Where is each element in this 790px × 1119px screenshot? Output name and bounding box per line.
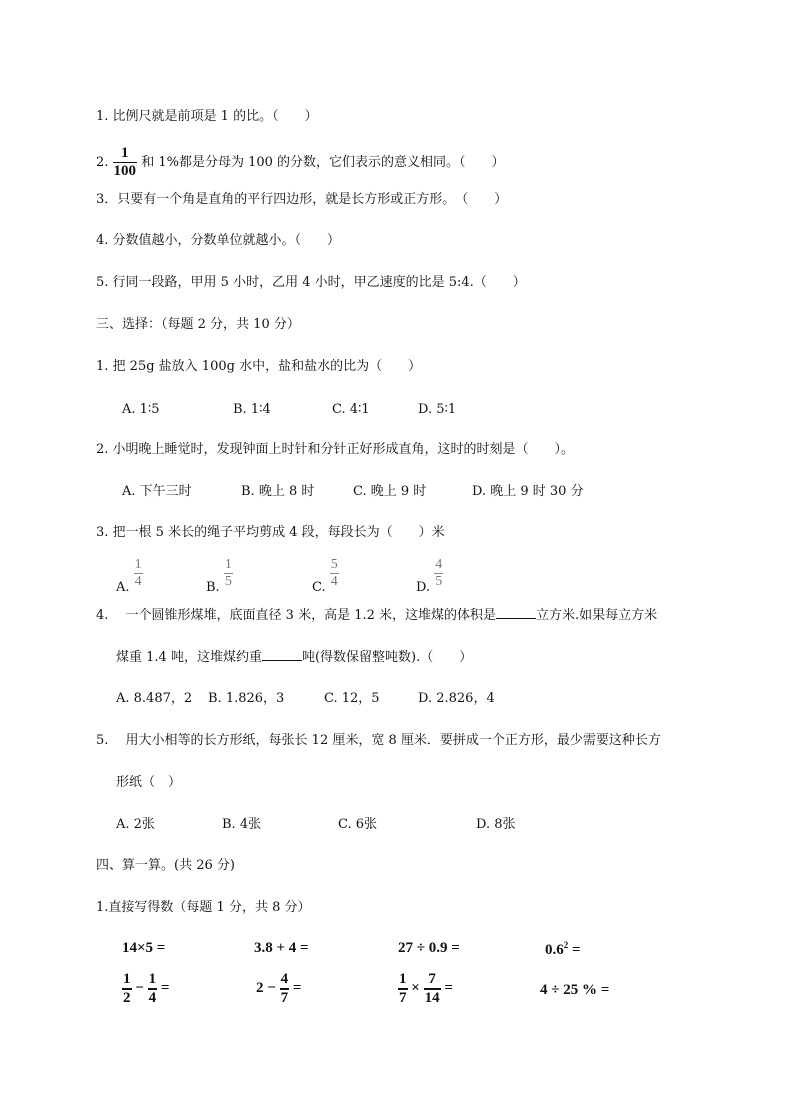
minus-operator: − (135, 980, 144, 997)
choice-q3: 3. 把一根 5 米长的绳子平均剪成 4 段，每段长为（ ）米 (96, 525, 445, 540)
calc-4 (545, 940, 581, 959)
choice-q4-line-2 (116, 648, 472, 668)
choice-q4-text-c: 煤重 1.4 吨，这堆煤约重 (116, 650, 262, 665)
choice-q5-option-d: D. 8张 (476, 817, 516, 832)
choice-q3-option-a (116, 558, 143, 598)
choice-q3-option-c (312, 558, 339, 598)
choice-q5-line-1: 5. 用大小相等的长方形纸，每张长 12 厘米，宽 8 厘米．要拼成一个正方形，最少需要这种长方 (96, 733, 661, 748)
choice-q4-text-d: 吨(得数保留整吨数).（ ） (301, 650, 473, 665)
judge-item-2 (96, 146, 505, 179)
choice-q4-text-a: 4. 一个圆锥形煤堆，底面直径 3 米，高是 1.2 米，这堆煤的体积是 (96, 608, 497, 623)
choice-q4-option-c: C. 12，5 (324, 691, 380, 706)
fraction-numerator: 4 (280, 971, 289, 987)
calc-8: 4 ÷ 25 % = (540, 982, 610, 998)
fraction-numerator: 4 (435, 557, 443, 572)
fraction-denominator: 5 (435, 574, 443, 589)
fraction-5-4 (330, 558, 339, 589)
fraction-denominator: 2 (123, 989, 131, 1006)
fraction-denominator: 4 (330, 574, 338, 589)
calc-5 (122, 972, 169, 1006)
fraction-denominator: 4 (134, 574, 142, 589)
fraction-numerator: 1 (123, 971, 131, 987)
fraction-numerator: 5 (330, 557, 338, 572)
choice-q4-option-a: A. 8.487，2 (116, 691, 193, 706)
times-operator: × (411, 980, 420, 997)
equals-sign: = (444, 980, 453, 997)
choice-q2-option-a: A. 下午三时 (122, 484, 192, 499)
equals-sign: = (160, 980, 170, 997)
fraction-4-5 (434, 558, 443, 589)
calc-1: 14×5 = (122, 940, 166, 956)
fraction-numerator: 1 (148, 971, 157, 987)
judge-item-2-text: 和 1%都是分母为 100 的分数，它们表示的意义相同。（ ） (141, 155, 505, 170)
answer-blank (262, 648, 302, 661)
choice-q5-line-2: 形纸（ ） (116, 775, 182, 790)
option-label: B. (206, 580, 220, 595)
choice-q4-text-b: 立方米.如果每立方米 (536, 608, 658, 623)
judge-item-2-number: 2. (96, 155, 113, 170)
judge-item-4: 4. 分数值越小，分数单位就越小。（ ） (96, 233, 341, 248)
fraction-denominator: 14 (424, 989, 440, 1006)
judge-item-3: 3．只要有一个角是直角的平行四边形，就是长方形或正方形。 （ ） (96, 192, 508, 207)
choice-q1-option-d: D. 5∶1 (418, 402, 457, 417)
equals-sign: = (292, 980, 302, 997)
fraction-1-4 (134, 558, 143, 589)
calc-4-base: 0.6 (545, 942, 564, 958)
calc-4-equals: = (568, 942, 581, 958)
calc-6-prefix: 2 − (256, 980, 276, 997)
fraction-denominator: 7 (280, 989, 289, 1006)
calc-3: 27 ÷ 0.9 = (398, 940, 460, 956)
choice-q1-option-a: A. 1∶5 (122, 402, 160, 417)
fraction-denominator: 5 (224, 574, 232, 589)
calc-7 (398, 972, 453, 1006)
judge-item-1: 1. 比例尺就是前项是 1 的比。（ ） (96, 109, 318, 124)
fraction-denominator: 7 (399, 989, 407, 1006)
fraction-7-14 (424, 972, 441, 1006)
fraction-1-7 (398, 972, 408, 1006)
fraction-4-7 (280, 972, 290, 1006)
choice-q5-option-b: B. 4张 (222, 817, 262, 832)
fraction-numerator: 7 (428, 971, 436, 987)
choice-q2-option-d: D. 晚上 9 时 30 分 (472, 484, 584, 499)
section-3-title: 三、选择：（每题 2 分，共 10 分） (96, 317, 300, 332)
judge-item-5: 5. 行同一段路，甲用 5 小时，乙用 4 小时，甲乙速度的比是 5:4.（ ） (96, 275, 526, 290)
choice-q3-option-b (206, 558, 233, 598)
section-4-title: 四、算一算。(共 26 分) (96, 858, 235, 873)
calc-6 (256, 972, 301, 1006)
fraction-denominator: 4 (148, 989, 157, 1006)
fraction-numerator: 1 (399, 971, 407, 987)
calc-2: 3.8 + 4 = (254, 940, 309, 956)
fraction-numerator: 1 (224, 557, 232, 572)
choice-q4-line-1 (96, 606, 657, 626)
calc-4-exponent: 2 (563, 940, 569, 950)
choice-q4-option-b: B. 1.826，3 (208, 691, 285, 706)
fraction-1-5 (224, 558, 233, 589)
choice-q2-option-c: C. 晚上 9 时 (353, 484, 427, 499)
fraction-1-2 (122, 972, 132, 1006)
option-label: A. (116, 580, 130, 595)
choice-q3-option-d (416, 558, 443, 598)
fraction-1-4 (148, 972, 158, 1006)
answer-blank (496, 606, 536, 619)
fraction-1-100 (113, 146, 138, 179)
choice-q5-option-c: C. 6张 (338, 817, 378, 832)
fraction-numerator: 1 (121, 145, 129, 161)
choice-q1-option-c: C. 4∶1 (332, 402, 370, 417)
choice-q2: 2. 小明晚上睡觉时，发现钟面上时针和分针正好形成直角，这时的时刻是（ ）。 (96, 442, 575, 457)
fraction-numerator: 1 (134, 557, 142, 572)
choice-q5-option-a: A. 2张 (116, 817, 155, 832)
section-4-sub-1: 1.直接写得数（每题 1 分，共 8 分） (96, 900, 311, 915)
choice-q1: 1. 把 25g 盐放入 100g 水中，盐和盐水的比为（ ） (96, 359, 422, 374)
choice-q2-option-b: B. 晚上 8 时 (241, 484, 315, 499)
choice-q1-option-b: B. 1∶4 (233, 402, 271, 417)
option-label: C. (312, 580, 326, 595)
option-label: D. (416, 580, 431, 595)
fraction-denominator: 100 (113, 163, 137, 179)
choice-q4-option-d: D. 2.826，4 (418, 691, 495, 706)
